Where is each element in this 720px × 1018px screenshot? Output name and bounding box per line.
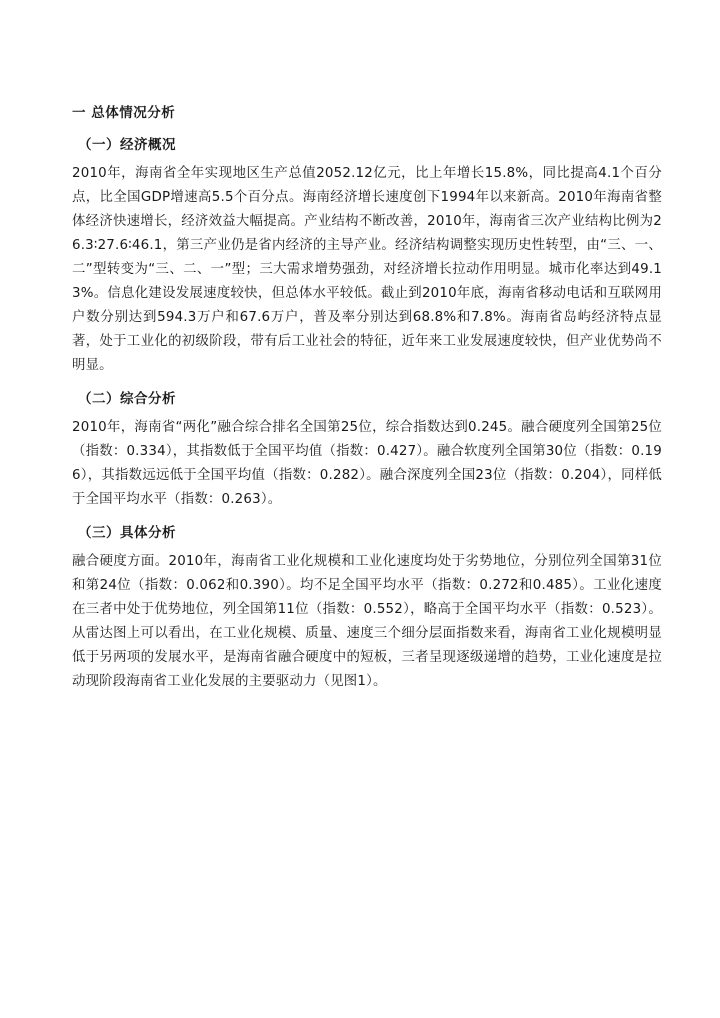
section-text-economy: 2010年，海南省全年实现地区生产总值2052.12亿元，比上年增长15.8%，同比提高4.1个百分点，比全国GDP增速高5.5个百分点。海南经济增长速度创下1994年以来新高。2010年海南省整体经济快速增长，经济效益大幅提高。产业结构不断改善，2010年，海南省三次产业结构比例为26.3∶27.6∶46.1，第三产业仍是省内经济的主导产业。经济结构调整实现历史性转型，由“三、一、二”型转变为“三、二、一”型；三大需求增势强劲，对经济增长拉动作用明显。城市化率达到49.13%。信息化建设发展速度较快，但总体水平较低。截止到2010年底，海南省移动电话和互联网用户数分别达到594.3万户和67.6万户，普及率分别达到68.8%和7.8%。海南省岛屿经济特点显著，处于工业化的初级阶段，带有后工业社会的特征，近年来工业发展速度较快，但产业优势尚不明显。 xyxy=(72,166,662,373)
section-text-specific: 融合硬度方面。2010年，海南省工业化规模和工业化速度均处于劣势地位，分别位列全国第31位和第24位（指数：0.062和0.390）。均不足全国平均水平（指数：0.272和0.485）。工业化速度在三者中处于优势地位，列全国第11位（指数：0.552），略高于全国平均水平（指数：0.523）。从雷达图上可以看出，在工业化规模、质量、速度三个细分层面指数来看，海南省工业化规模明显低于另两项的发展水平，是海南省融合硬度中的短板，三者呈现逐级递增的趋势，工业化速度是拉动现阶段海南省工业化发展的主要驱动力（见图1）。 xyxy=(72,554,662,689)
section-text-comprehensive: 2010年，海南省“两化”融合综合排名全国第25位，综合指数达到0.245。融合硬度列全国第25位（指数：0.334），其指数低于全国平均值（指数：0.427）。融合软度列全国第30位（指数：0.196），其指数远远低于全国平均值（指数：0.282）。融合深度列全国23位（指数：0.204），同样低于全国平均水平（指数：0.263）。 xyxy=(72,420,662,507)
document-body xyxy=(72,102,662,704)
section-title-specific: （三）具体分析 xyxy=(78,525,176,541)
section-title-economy: （一）经济概况 xyxy=(78,137,176,153)
main-heading: 一 总体情况分析 xyxy=(72,105,176,121)
section-title-comprehensive: （二）综合分析 xyxy=(78,391,176,407)
